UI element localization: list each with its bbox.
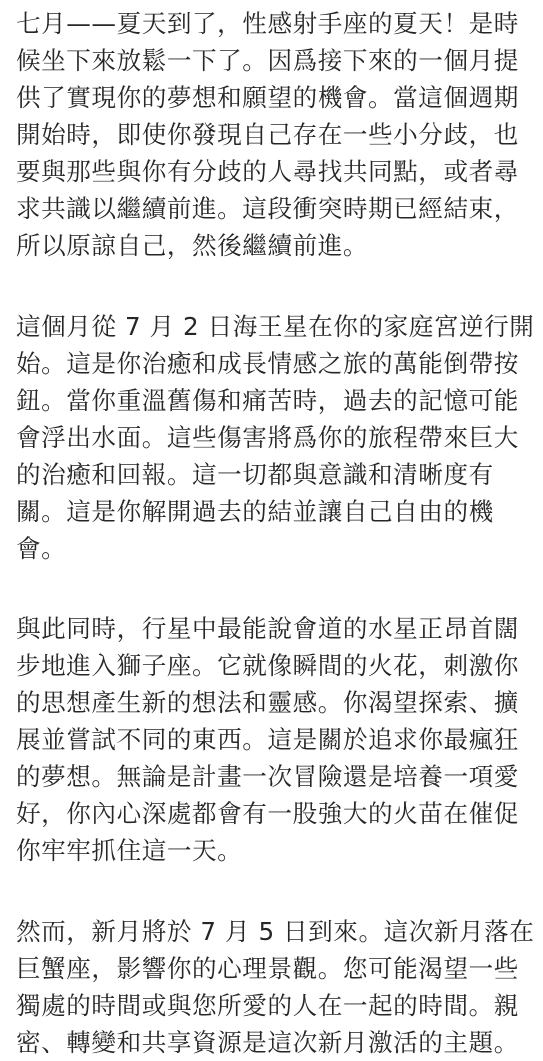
text-line: 候坐下來放鬆一下了。因爲接下來的一個月提	[16, 46, 519, 75]
text-line: 的夢想。無論是計畫一次冒險還是培養一項愛	[16, 762, 519, 791]
text-line: 展並嘗試不同的東西。這是關於追求你最瘋狂	[16, 725, 519, 754]
paragraph-2	[16, 308, 543, 567]
text-line: 步地進入獅子座。它就像瞬間的火花，刺激你	[16, 651, 519, 680]
text-line: 供了實現你的夢想和願望的機會。當這個週期	[16, 83, 519, 112]
text-line: 這個月從 7 月 2 日海王星在你的家庭宮逆行開	[16, 311, 535, 341]
text-line: 巨蟹座，影響你的心理景觀。您可能渴望一些	[16, 953, 519, 983]
article-body	[16, 0, 543, 1061]
paragraph-gap	[16, 869, 543, 913]
text-line: 然而，新月將於 7 月 5 日到來。這次新月落在	[16, 916, 535, 946]
text-line: 會。	[16, 533, 67, 563]
text-line: 求共識以繼續前進。這段衝突時期已經結束，	[16, 194, 519, 223]
paragraph-4	[16, 913, 543, 1061]
text-line: 始。這是你治癒和成長情感之旅的萬能倒帶按	[16, 348, 519, 378]
text-line: 關。這是你解開過去的結並讓自己自由的機	[16, 496, 494, 526]
text-line: 獨處的時間或與您所愛的人在一起的時間。親	[16, 990, 519, 1020]
paragraph-3	[16, 610, 543, 869]
paragraph-gap	[16, 567, 543, 611]
paragraph-gap	[16, 264, 543, 308]
text-line: 與此同時，行星中最能說會道的水星正昂首闊	[16, 614, 519, 643]
text-line: 開始時，即使你發現自己存在一些小分歧，也	[16, 120, 519, 149]
text-line: 會浮出水面。這些傷害將爲你的旅程帶來巨大	[16, 422, 519, 452]
text-line: 好，你內心深處都會有一股強大的火苗在催促	[16, 799, 519, 828]
text-line: 密、轉變和共享資源是這次新月激活的主題。	[16, 1027, 519, 1057]
text-line: 七月——夏天到了，性感射手座的夏天！是時	[16, 9, 519, 38]
text-line: 要與那些與你有分歧的人尋找共同點，或者尋	[16, 157, 519, 186]
text-line: 你牢牢抓住這一天。	[16, 836, 243, 865]
text-line: 的治癒和回報。這一切都與意識和清晰度有	[16, 459, 494, 489]
text-line: 的思想產生新的想法和靈感。你渴望探索、擴	[16, 688, 519, 717]
text-line: 鈕。當你重溫舊傷和痛苦時，過去的記憶可能	[16, 385, 519, 415]
paragraph-1	[16, 0, 543, 264]
text-line: 所以原諒自己，然後繼續前進。	[16, 231, 369, 260]
